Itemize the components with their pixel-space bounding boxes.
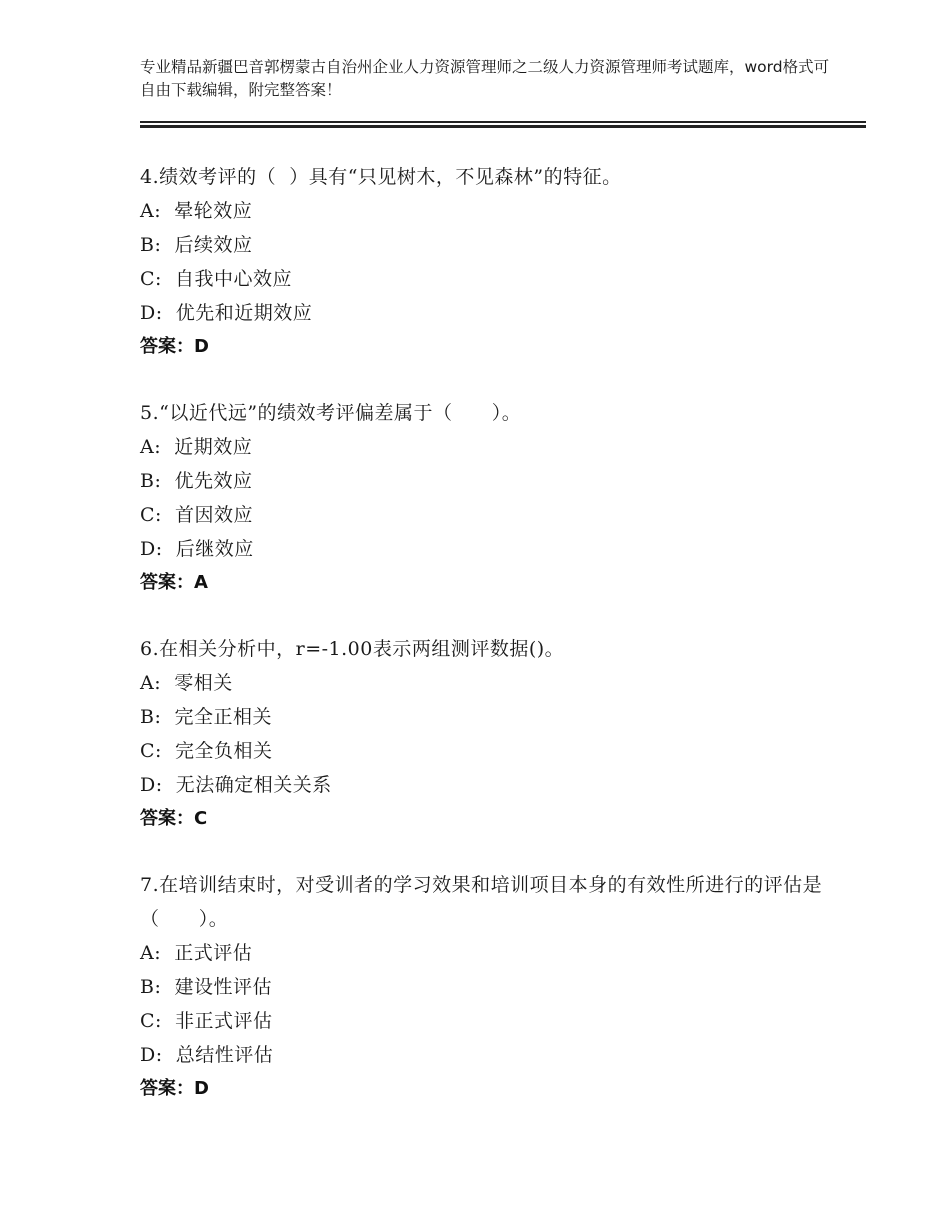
- question-4: [140, 160, 840, 364]
- option-d: D: 总结性评估: [140, 1044, 274, 1066]
- question-6: [140, 632, 840, 836]
- option-d: D: 优先和近期效应: [140, 302, 313, 324]
- option-c: C: 首因效应: [140, 504, 254, 526]
- option-a: A: 零相关: [140, 672, 233, 694]
- option-c: C: 非正式评估: [140, 1010, 273, 1032]
- option-a: A: 近期效应: [140, 436, 253, 458]
- option-c: C: 自我中心效应: [140, 268, 293, 290]
- header-divider-thick: [140, 125, 866, 128]
- answer-key: 答案：C: [140, 808, 208, 829]
- answer-key: 答案：D: [140, 336, 209, 357]
- option-b: B: 完全正相关: [140, 706, 272, 728]
- question-stem: 6.在相关分析中，r=-1.00表示两组测评数据()。: [140, 638, 565, 660]
- option-d: D: 后继效应: [140, 538, 254, 560]
- option-c: C: 完全负相关: [140, 740, 273, 762]
- question-7: [140, 868, 840, 1106]
- answer-key: 答案：A: [140, 572, 208, 593]
- header-divider-thin: [140, 121, 866, 123]
- option-d: D: 无法确定相关关系: [140, 774, 332, 796]
- option-a: A: 正式评估: [140, 942, 253, 964]
- answer-key: 答案：D: [140, 1078, 209, 1099]
- question-stem: 4.绩效考评的（ ）具有“只见树木，不见森林”的特征。: [140, 166, 622, 188]
- option-b: B: 优先效应: [140, 470, 253, 492]
- question-5: [140, 396, 840, 600]
- option-a: A: 晕轮效应: [140, 200, 253, 222]
- document-header: 专业精品新疆巴音郭楞蒙古自治州企业人力资源管理师之二级人力资源管理师考试题库，word格式可自由下载编辑，附完整答案！: [140, 58, 830, 99]
- option-b: B: 建设性评估: [140, 976, 272, 998]
- question-stem: 7.在培训结束时，对受训者的学习效果和培训项目本身的有效性所进行的评估是（ ）。: [140, 874, 823, 930]
- option-b: B: 后续效应: [140, 234, 253, 256]
- question-list: [140, 160, 840, 1138]
- question-stem: 5.“以近代远”的绩效考评偏差属于（ ）。: [140, 402, 522, 424]
